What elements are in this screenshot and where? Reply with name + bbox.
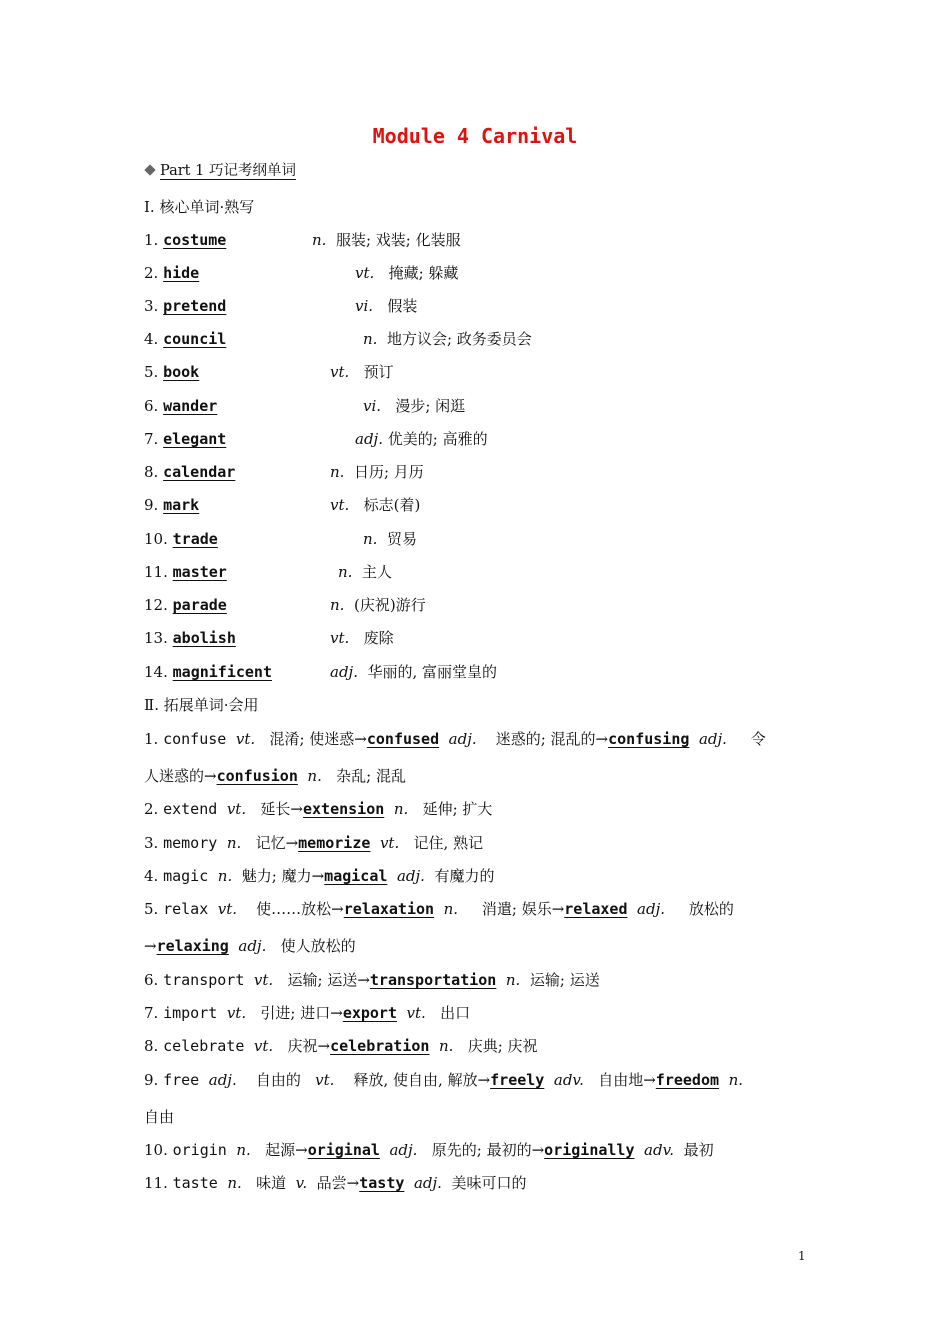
base-word: magic [163,867,209,885]
core-word-item [144,595,227,615]
item-number: 14. [144,663,168,681]
part-of-speech: adv. [644,1141,675,1159]
definition: 出口 [440,1004,471,1022]
part-of-speech: n. [330,596,345,614]
extended-word-continuation [144,766,406,786]
core-word-definition [330,628,394,648]
part-of-speech: vt. [355,264,375,282]
core-word-definition [330,362,394,382]
section-heading-core: Ⅰ. 核心单词·熟写 [144,198,255,216]
definition: 运输; 运送 [529,971,600,989]
definition: 使人放松的 [280,937,356,955]
core-word-item [144,562,227,582]
definition: 庆典; 庆祝 [467,1037,538,1055]
definition: 自由地→ [598,1071,656,1089]
part-of-speech: adj. [355,430,383,448]
definition: 魅力; 魔力→ [241,867,325,885]
definition: 优美的; 高雅的 [387,430,488,448]
core-word-item [144,263,199,283]
answer-word: elegant [163,430,227,448]
core-word-definition [330,595,426,615]
item-number: 6. [144,971,164,989]
part-of-speech: n. [505,971,521,989]
extended-word-item [144,1003,470,1023]
part-of-speech: vi. [363,397,382,415]
part-of-speech: vt. [217,900,238,918]
part-of-speech: n. [226,834,242,852]
core-word-definition [330,662,497,682]
part-of-speech: adj. [396,867,425,885]
definition: 服装; 戏装; 化装服 [335,231,461,249]
part-of-speech: adj. [330,663,358,681]
item-number: 13. [144,629,168,647]
part-of-speech: vt. [253,971,274,989]
core-word-item [144,662,272,682]
part-of-speech: adj. [698,730,727,748]
item-number: 10. [144,1141,173,1159]
definition: 漫步; 闲逛 [395,397,466,415]
part-of-speech: adj. [637,900,665,918]
answer-word: pretend [163,297,227,315]
part-of-speech: n. [338,563,353,581]
extended-word-item [144,1070,743,1090]
core-word-item [144,362,199,382]
part-of-speech: vt. [330,629,350,647]
item-number: 7. [144,1004,164,1022]
item-number: 9. [144,496,159,514]
extended-word-item [144,1140,714,1160]
answer-word: calendar [163,463,236,481]
answer-word: confused [366,730,440,748]
part-of-speech: n. [363,530,378,548]
base-word: taste [172,1174,218,1192]
core-word-definition [355,429,488,449]
extended-word-item [144,899,734,919]
base-word: extend [163,800,218,818]
definition: 美味可口的 [451,1174,527,1192]
item-number: 8. [144,463,159,481]
definition: 地方议会; 政务委员会 [386,330,532,348]
page-title: Module 4 Carnival [372,124,578,148]
part-of-speech: n. [438,1037,454,1055]
answer-word: costume [163,231,227,249]
definition: 迷惑的; 混乱的→ [495,730,609,748]
definition: 释放, 使自由, 解放→ [353,1071,491,1089]
core-word-definition [363,529,417,549]
answer-word: confusing [608,730,690,748]
extended-word-continuation [144,936,356,956]
part-of-speech: n. [217,867,233,885]
part-of-speech: n. [330,463,345,481]
answer-word: book [163,363,200,381]
extended-word-item [144,1036,538,1056]
item-number: 2. [144,264,159,282]
item-number: 11. [144,1174,173,1192]
answer-word: freedom [655,1071,720,1089]
answer-word: relaxing [156,937,229,955]
definition: 记住, 熟记 [413,834,484,852]
definition: 最初 [683,1141,714,1159]
answer-word: transportation [369,971,497,989]
definition: 华丽的, 富丽堂皇的 [367,663,498,681]
answer-word: original [307,1141,380,1159]
answer-word: magnificent [172,663,272,681]
diamond-icon [144,164,155,175]
part-of-speech: vt. [330,496,350,514]
core-word-item [144,429,226,449]
core-word-item [144,329,226,349]
core-word-definition [330,462,424,482]
core-word-item [144,495,199,515]
core-word-definition [363,396,465,416]
core-word-definition [355,296,417,316]
answer-word: relaxation [343,900,435,918]
base-word: transport [163,971,245,989]
part-of-speech: n. [728,1071,743,1089]
item-number: 8. [144,1037,164,1055]
part-of-speech: vt. [315,1071,335,1089]
definition: 混淆; 使迷惑→ [269,730,367,748]
item-number: 4. [144,330,159,348]
core-word-definition [363,329,532,349]
answer-word: parade [172,596,227,614]
item-number: 10. [144,530,168,548]
answer-word: memorize [298,834,371,852]
item-number: 3. [144,297,159,315]
answer-word: extension [303,800,385,818]
item-number: 2. [144,800,164,818]
part-of-speech: vt. [235,730,256,748]
definition: 标志(着) [363,496,421,514]
answer-word: freely [490,1071,545,1089]
definition: 品尝→ [316,1174,360,1192]
answer-word: magical [324,867,388,885]
answer-word: trade [172,530,218,548]
part-of-speech: adj. [208,1071,237,1089]
part-of-speech: adv. [553,1071,584,1089]
item-number: 5. [144,363,159,381]
answer-word: master [172,563,227,581]
definition: 庆祝→ [287,1037,331,1055]
answer-word: relaxed [564,900,628,918]
core-word-item [144,628,236,648]
extended-word-item [144,1173,526,1193]
definition: → [144,937,157,955]
item-number: 11. [144,563,168,581]
definition: 主人 [361,563,392,581]
base-word: memory [163,834,218,852]
part-of-speech: n. [236,1141,251,1159]
item-number: 1. [144,730,164,748]
part-of-speech: vt. [226,800,247,818]
core-word-definition [330,495,420,515]
definition: 杂乱; 混乱 [336,767,406,785]
extended-word-item [144,729,766,749]
core-word-definition [338,562,392,582]
part-of-speech: vt. [330,363,350,381]
part-of-speech: adj. [238,937,267,955]
core-word-item [144,462,235,482]
definition: 使……放松→ [256,900,344,918]
definition: 自由 [144,1108,175,1126]
part-of-speech: n. [363,330,378,348]
part-of-speech: adj. [448,730,477,748]
definition: (庆祝)游行 [353,596,426,614]
definition: 掩藏; 躲藏 [388,264,459,282]
page-number: 1 [798,1249,806,1263]
part-heading [144,159,296,180]
part-of-speech: vi. [355,297,374,315]
extended-word-item [144,833,483,853]
item-number: 6. [144,397,159,415]
part-of-speech: vt. [406,1004,426,1022]
base-word: celebrate [163,1037,245,1055]
section-heading-extended: Ⅱ. 拓展单词·会用 [144,696,259,714]
base-word: relax [163,900,209,918]
base-word: free [163,1071,200,1089]
part-of-speech: vt. [379,834,400,852]
part-of-speech: vt. [253,1037,274,1055]
part-of-speech: n. [312,231,327,249]
item-number: 5. [144,900,164,918]
definition: 味道 [256,1174,287,1192]
definition: 引进; 进口→ [260,1004,343,1022]
definition: 日历; 月历 [353,463,424,481]
core-word-item [144,396,217,416]
item-number: 12. [144,596,168,614]
extended-word-continuation [144,1107,174,1127]
definition: 假装 [387,297,418,315]
definition: 人迷惑的→ [144,767,217,785]
base-word: confuse [163,730,227,748]
item-number: 4. [144,867,164,885]
definition: 延伸; 扩大 [422,800,493,818]
core-word-item [144,529,218,549]
definition: 有魔力的 [434,867,495,885]
base-word: import [163,1004,218,1022]
item-number: 9. [144,1071,164,1089]
extended-word-item [144,970,600,990]
part-of-speech: n. [393,800,409,818]
part-of-speech: adj. [389,1141,418,1159]
definition: 原先的; 最初的→ [431,1141,545,1159]
definition: 延长→ [260,800,303,818]
definition: 废除 [363,629,394,647]
answer-word: originally [544,1141,635,1159]
core-word-item [144,296,226,316]
part-of-speech: vt. [226,1004,247,1022]
extended-word-item [144,866,494,886]
answer-word: hide [163,264,200,282]
part-of-speech: n. [227,1174,242,1192]
part-of-speech: adj. [413,1174,442,1192]
definition: 贸易 [386,530,417,548]
core-word-definition [355,263,458,283]
answer-word: mark [163,496,200,514]
answer-word: council [163,330,227,348]
part-of-speech: n. [307,767,322,785]
part-of-speech: v. [295,1174,308,1192]
part-label: Part 1 巧记考纲单词 [160,163,296,179]
part-of-speech: n. [443,900,459,918]
definition: 起源→ [265,1141,308,1159]
core-word-definition [312,230,461,250]
definition: 预订 [363,363,394,381]
definition: 消遣; 娱乐→ [481,900,565,918]
answer-word: abolish [172,629,236,647]
item-number: 3. [144,834,164,852]
answer-word: export [342,1004,397,1022]
definition: 记忆→ [255,834,299,852]
base-word: origin [172,1141,227,1159]
answer-word: wander [163,397,218,415]
definition: 令 [750,730,766,748]
item-number: 7. [144,430,159,448]
core-word-item [144,230,226,250]
answer-word: celebration [330,1037,430,1055]
extended-word-item [144,799,492,819]
definition: 运输; 运送→ [287,971,370,989]
answer-word: confusion [216,767,298,785]
definition: 放松的 [688,900,734,918]
answer-word: tasty [359,1174,405,1192]
item-number: 1. [144,231,159,249]
definition: 自由的 [255,1071,301,1089]
